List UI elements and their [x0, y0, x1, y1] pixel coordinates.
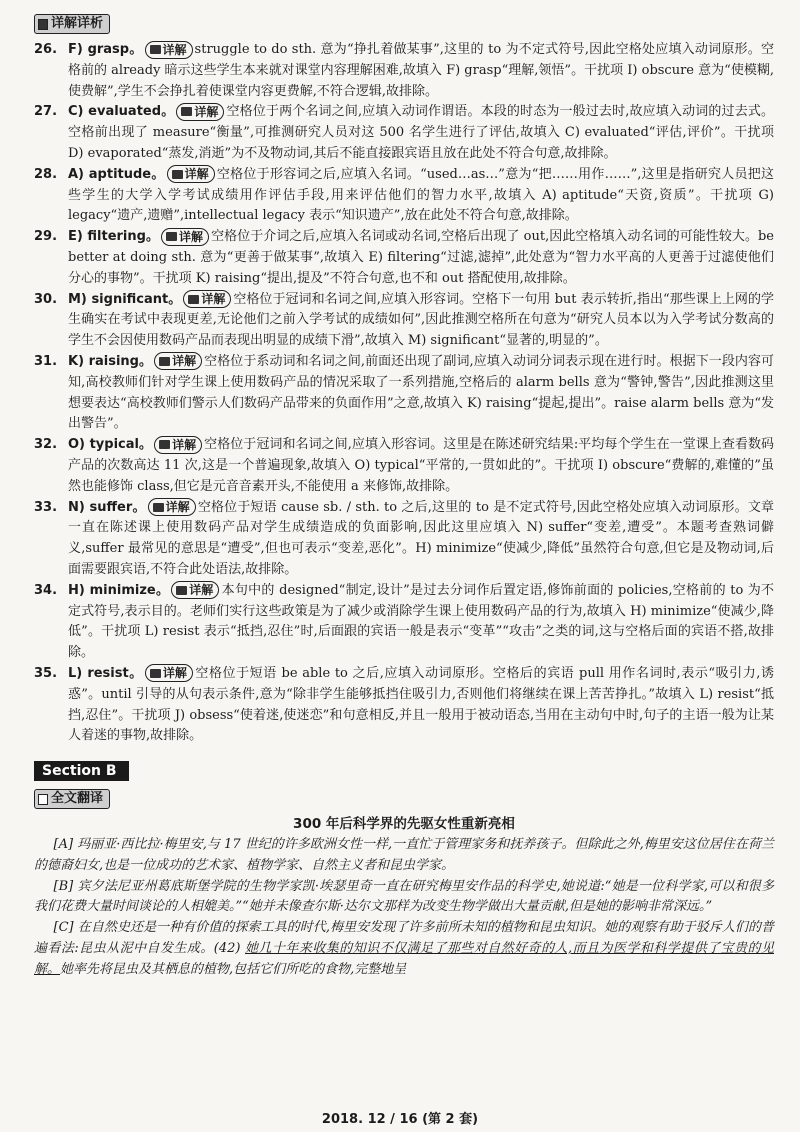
item-answer: L) resist。	[68, 665, 143, 681]
item-body	[68, 40, 774, 102]
paragraph-text: [A] 玛丽亚·西比拉·梅里安,与 17 世纪的许多欧洲女性一样,一直忙于管理家务和抚养孩子。但除此之外,梅里安这位居住在荷兰的德裔妇女,也是一位成功的艺术家、植物学家、自然主义者和昆虫学家。	[34, 837, 774, 873]
detail-tag-label: 详解	[184, 167, 209, 182]
translation-paragraph	[34, 877, 774, 919]
folder-icon	[150, 45, 161, 54]
item-number: 32.	[34, 437, 58, 453]
detail-tag	[171, 581, 219, 599]
detail-tag	[145, 41, 193, 59]
detail-tag-label: 详解	[194, 104, 219, 119]
detail-tag-label: 详解	[189, 583, 214, 598]
item-body	[68, 498, 774, 581]
folder-icon	[166, 232, 177, 241]
item-number: 31.	[34, 353, 58, 369]
folder-icon	[181, 107, 192, 116]
item-answer: H) minimize。	[68, 582, 170, 598]
explanation-item	[34, 102, 774, 164]
folder-icon	[188, 295, 199, 304]
explanation-item	[34, 352, 774, 435]
item-text: 空格位于介词之后,应填入名词或动名词,空格后出现了 out,因此空格填入动名词的可能性较大。be better at doing sth. 意为“更善于做某事”,故填入 E) filtering“过滤,滤掉”,此处意为“智力水平高的人更善于过滤使他们分心的事物”。干扰项 K) raising“提出,提及”不符合句意,也不和 out 搭配使用,故排除。	[68, 229, 775, 286]
folder-icon	[172, 170, 183, 179]
explanation-item	[34, 581, 774, 664]
item-text: 空格位于短语 be able to 之后,应填入动词原形。空格后的宾语 pull 用作名词时,表示“吸引力,诱惑”。until 引导的从句表示条件,意为“除非学生能够抵挡住吸引力,否则他们将继续在课上苦苦挣扎。”故填入 L) resist“抵挡,忍住”。干扰项 J) obsess“使着迷,使迷恋”和句意相反,并且一般用于被动语态,当用在主动句中时,句子的主语一般为让某人着迷的事物,故排除。	[68, 665, 774, 744]
item-number: 30.	[34, 291, 58, 307]
paragraph-continuation: 她率先将昆虫及其栖息的植物,包括它们所吃的食物,完整地呈	[60, 961, 407, 977]
translation-paragraph	[34, 918, 774, 980]
item-answer: F) grasp。	[68, 42, 143, 57]
detail-tag	[161, 228, 209, 246]
item-text: 空格位于冠词和名词之间,应填入形容词。空格下一句用 but 表示转折,指出“那些课上上网的学生确实在考试中表现更差,无论他们之前入学考试的成绩如何”,因此推测空格所在句意为“研究人员本以为入学考试分数高的学生不会因使用数码产品而表现出明显的成绩下滑”,故填入 M) significant“显著的,明显的”。	[68, 291, 774, 349]
detail-tag	[154, 352, 202, 370]
item-text: 空格位于形容词之后,应填入名词。“used…as…”意为“把……用作……”,这里是指研究人员把这些学生的大学入学考试成绩用作评估手段,用来评估他们的智力水平,故填入 A) aptitude“天资,资质”。干扰项 G) legacy“遗产,遗赠”,intellectual legacy 表示“知识遗产”,放在此处不符合句意,故排除。	[68, 166, 774, 224]
paragraph-text: [B] 宾夕法尼亚州葛底斯堡学院的生物学家凯·埃瑟里奇一直在研究梅里安作品的科学史,她说道:“她是一位科学家,可以和很多我们花费大量时间谈论的人相媲美。”“她并未像查尔斯·达尔文那样为改变生物学做出大量贡献,但是她的影响非常深远。”	[34, 878, 774, 915]
detail-tag	[148, 498, 196, 516]
detail-tag-label: 详解	[179, 229, 204, 244]
folder-icon	[159, 440, 170, 449]
item-text: 空格位于两个名词之间,应填入动词作谓语。本段的时态为一般过去时,故应填入动词的过去式。空格前出现了 measure“衡量”,可推测研究人员对这 500 名学生进行了评估,故填入 C) evaluated“评估,评价”。干扰项 D) evaporated“蒸发,消逝”为不及物动词,其后不能直接跟宾语且放在此处不符合句意,故排除。	[68, 104, 774, 161]
item-text: 本句中的 designed“制定,设计”是过去分词作后置定语,修饰前面的 policies,空格前的 to 为不定式符号,表示目的。老师们实行这些政策是为了减少或消除学生课上使用数码产品的行为,故填入 H) minimize“使减少,降低”。干扰项 L) resist 表示“抵挡,忍住”时,后面跟的宾语一般是表示“变革”“攻击”之类的词,这与空格后面的宾语不搭,故排除。	[68, 582, 775, 661]
item-answer: E) filtering。	[68, 229, 160, 245]
item-number: 35.	[34, 665, 58, 681]
explanation-item	[34, 498, 774, 581]
header-label: 详解详析	[51, 16, 104, 31]
explanation-item	[34, 435, 774, 497]
explanation-item	[34, 40, 774, 102]
explanation-item	[34, 227, 774, 289]
translation-title: 300 年后科学界的先驱女性重新亮相	[293, 816, 515, 833]
section-header-translation	[34, 789, 110, 809]
underlined-sentence: 她几十年来收集的知识不仅满足了那些对自然好奇的人,而且为医学和科学提供了宝贵的见解。	[34, 941, 774, 977]
folder-icon	[150, 669, 161, 678]
folder-icon	[159, 357, 170, 366]
translation-paragraph	[34, 835, 774, 877]
detail-tag	[167, 165, 215, 183]
paragraph-text: [C] 在自然史还是一种有价值的探索工具的时代,梅里安发现了许多前所未知的植物和昆虫知识。她的观察有助于驳斥人们的普遍看法:昆虫从泥中自发生成。(42)	[34, 920, 774, 957]
item-number: 27.	[34, 104, 58, 120]
item-number: 33.	[34, 499, 58, 515]
item-answer: M) significant。	[68, 291, 182, 307]
item-text: 空格位于短语 cause sb. / sth. to 之后,这里的 to 是不定式符号,因此空格处应填入动词原形。文章一直在陈述课上使用数码产品对学生成绩造成的负面影响,因此这里应填入 N) suffer“变差,遭受”。本题考查熟词僻义,suffer 最常见的意思是“遭受”,但也可表示“变差,恶化”。H) minimize“使减少,降低”虽然符合句意,但它是及物动词,后面需要跟宾语,不符合此处语法,故排除。	[68, 499, 774, 577]
item-number: 26.	[34, 42, 58, 57]
item-text: 空格位于系动词和名词之间,前面还出现了副词,应填入动词分词表示现在进行时。根据下一段内容可知,高校教师们针对学生课上使用数码产品的情况采取了一系列措施,空格后的 alarm bells 意为“警钟,警告”,因此推测这里想要表达“高校教师们警示人们数码产品带来的负面作用”之意,故填入 K) raising“提起,提出”。raise alarm bells 意为“发出警告”。	[68, 353, 774, 432]
item-answer: K) raising。	[68, 353, 153, 369]
item-text: 空格位于冠词和名词之间,应填入形容词。这里是在陈述研究结果:平均每个学生在一堂课上查看数码产品的次数高达 11 次,这是一个普遍现象,故填入 O) typical“平常的,一贯如此的”。干扰项 I) obscure“费解的,难懂的”虽然也能修饰 class,但它是元音音素开头,不能使用 a 来修饰,故排除。	[68, 437, 775, 494]
explanation-item	[34, 664, 774, 747]
translation-body	[34, 835, 774, 981]
item-body	[68, 290, 774, 352]
item-body	[68, 664, 774, 747]
item-body	[68, 227, 774, 289]
detail-tag	[145, 664, 193, 682]
item-answer: C) evaluated。	[68, 104, 175, 120]
explanation-item	[34, 290, 774, 352]
section-b-label: Section B	[34, 761, 129, 781]
detail-tag	[183, 290, 231, 308]
item-body	[68, 352, 774, 435]
item-answer: A) aptitude。	[68, 166, 165, 182]
item-body	[68, 102, 774, 164]
item-body	[68, 165, 774, 227]
detail-tag-label: 详解	[162, 666, 187, 681]
detail-tag-label: 详解	[172, 437, 197, 452]
detail-tag-label: 详解	[162, 42, 187, 57]
explanation-list	[34, 40, 774, 747]
item-number: 28.	[34, 166, 58, 182]
item-body	[68, 435, 774, 497]
item-answer: O) typical。	[68, 437, 153, 453]
item-body	[68, 581, 774, 664]
page-footer: 2018. 12 / 16 (第 2 套)	[321, 1112, 479, 1127]
detail-tag-label: 详解	[172, 354, 197, 369]
translation-label: 全文翻译	[51, 791, 104, 807]
detail-tag	[176, 103, 224, 121]
detail-tag-label: 详解	[165, 500, 190, 515]
explanation-item	[34, 165, 774, 227]
item-number: 34.	[34, 582, 58, 598]
detail-tag-label: 详解	[201, 292, 226, 307]
section-header-explanation	[34, 14, 110, 34]
header-box-icon	[38, 19, 48, 30]
detail-tag	[154, 436, 202, 454]
folder-icon	[176, 586, 187, 595]
item-number: 29.	[34, 229, 58, 245]
item-answer: N) suffer。	[68, 499, 146, 515]
folder-icon	[153, 503, 164, 512]
item-text: struggle to do sth. 意为“挣扎着做某事”,这里的 to 为不定式符号,因此空格处应填入动词原形。空格前的 already 暗示这些学生本来就对课堂内容理解困难,故填入 F) grasp“理解,领悟”。干扰项 I) obscure 意为“使模糊,使费解”,学生不会挣扎着使课堂内容更费解,不符合逻辑,故排除。	[68, 42, 774, 99]
header-box-icon	[38, 794, 48, 805]
